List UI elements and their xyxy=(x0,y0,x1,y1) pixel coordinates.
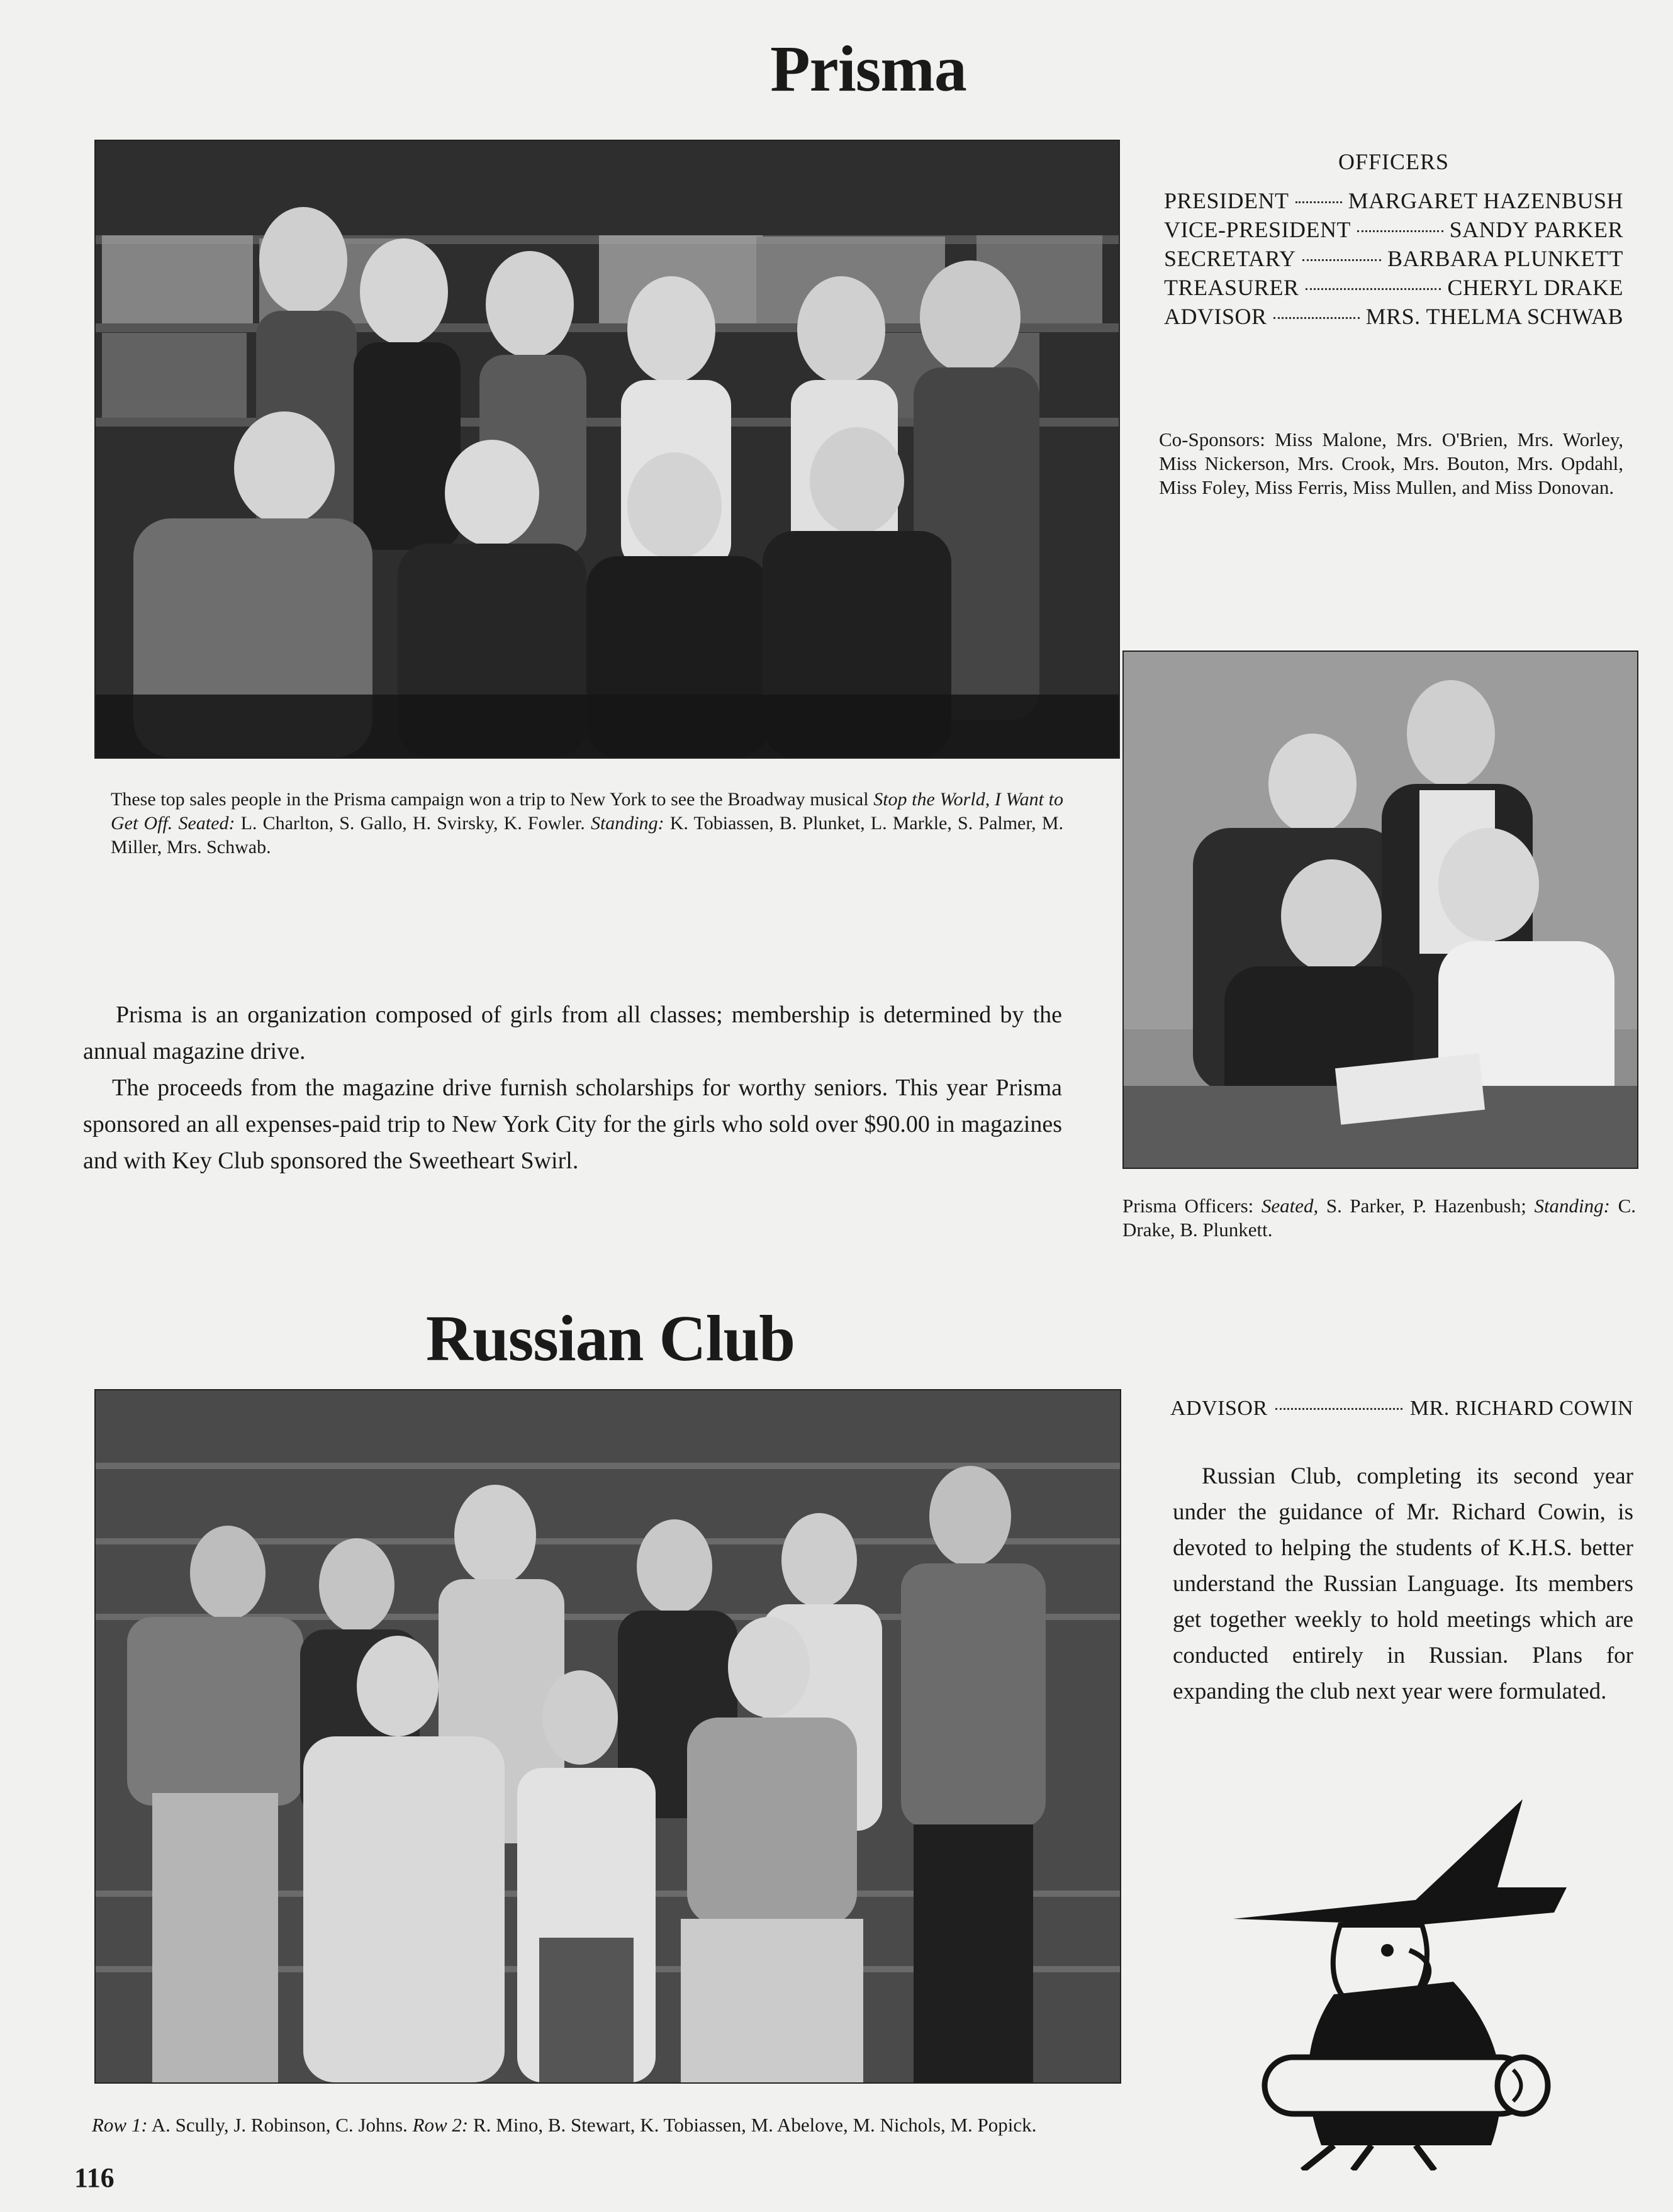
officer-role: TREASURER xyxy=(1164,275,1299,300)
leader-dots xyxy=(1275,1408,1402,1410)
advisor-name: MR. RICHARD COWIN xyxy=(1409,1397,1633,1420)
caption-text: These top sales people in the Prisma campaign won a trip to New York to see the Broadway musical xyxy=(111,789,874,810)
officer-role: PRESIDENT xyxy=(1164,188,1289,213)
page-number: 116 xyxy=(74,2162,115,2193)
show-title: Stop the World, I Want to Get Off. xyxy=(111,789,1063,834)
russian-club-title: Russian Club xyxy=(425,1302,795,1375)
leader-dots xyxy=(1357,230,1443,232)
advisor-role: ADVISOR xyxy=(1170,1397,1268,1420)
leader-dots xyxy=(1302,259,1381,261)
prisma-officers-photo xyxy=(1122,651,1638,1169)
prisma-title: Prisma xyxy=(770,33,966,105)
officers-heading: OFFICERS xyxy=(1338,149,1450,174)
wizard-mascot-drawing xyxy=(1227,1793,1579,2170)
seated-label: Seated: xyxy=(172,813,235,834)
standing-names: K. Tobiassen, B. Plunket, L. Markle, S. Palmer, M. Miller, Mrs. Schwab. xyxy=(111,813,1063,857)
seated-names: L. Charlton, S. Gallo, H. Svirsky, K. Fowler. xyxy=(235,813,591,834)
prisma-paragraph-1: Prisma is an organization composed of girls from all classes; membership is determined by the annual magazine drive. xyxy=(83,1002,1062,1064)
officer-name: MRS. THELMA SCHWAB xyxy=(1365,304,1623,329)
russian-club-photo xyxy=(94,1389,1121,2084)
prisma-group-photo xyxy=(94,140,1120,759)
standing-label: Standing: xyxy=(1534,1195,1610,1217)
standing-names: C. Drake, B. Plunkett. xyxy=(1122,1195,1636,1241)
row1-names: A. Scully, J. Robinson, C. Johns. xyxy=(147,2114,413,2136)
officer-row xyxy=(1164,273,1623,302)
caption-lead: Prisma Officers: xyxy=(1122,1195,1262,1217)
leader-dots xyxy=(1306,288,1441,290)
seated-names: S. Parker, P. Hazenbush; xyxy=(1318,1195,1535,1217)
russian-club-paragraph: Russian Club, completing its second year under the guidance of Mr. Richard Cowin, is devoted to helping the students of K.H.S. better understand the Russian Language. Its members get together weekly to hold meetings which are conducted entirely in Russian. Plans for expanding the club next year were formulated. xyxy=(1173,1463,1633,1704)
cosponsors-text: Co-Sponsors: Miss Malone, Mrs. O'Brien, Mrs. Worley, Miss Nickerson, Mrs. Crook, Mrs. Bouton, Mrs. Opdahl, Miss Foley, Miss Ferris, Miss Mullen, and Miss Donovan. xyxy=(1159,428,1623,498)
leader-dots xyxy=(1295,201,1342,203)
leader-dots xyxy=(1273,317,1360,319)
officer-name: MARGARET HAZENBUSH xyxy=(1348,188,1623,213)
prisma-paragraph-2: The proceeds from the magazine drive furnish scholarships for worthy seniors. This year Prisma sponsored an all expenses-paid trip to New York City for the girls who sold over $90.00 in magazines and with Key Club sponsored the Sweetheart Swirl. xyxy=(83,1075,1062,1174)
russian-club-caption xyxy=(92,2113,1099,2138)
officer-name: BARBARA PLUNKETT xyxy=(1387,246,1623,271)
russian-advisor-row xyxy=(1170,1397,1633,1421)
officers-list xyxy=(1164,186,1623,331)
officer-role: ADVISOR xyxy=(1164,304,1267,329)
officer-row xyxy=(1164,215,1623,244)
standing-label: Standing: xyxy=(590,813,664,834)
wizard-icon xyxy=(1227,1793,1579,2170)
officers-photo-caption xyxy=(1122,1194,1636,1242)
row1-label: Row 1: xyxy=(92,2114,148,2136)
club-photo-illustration xyxy=(96,1390,1120,2082)
group-photo-caption xyxy=(111,788,1063,859)
officer-row xyxy=(1164,302,1623,331)
row2-label: Row 2: xyxy=(412,2114,469,2136)
row2-names: R. Mino, B. Stewart, K. Tobiassen, M. Abelove, M. Nichols, M. Popick. xyxy=(468,2114,1037,2136)
officer-role: VICE-PRESIDENT xyxy=(1164,217,1351,242)
officers-photo-illustration xyxy=(1124,652,1637,1168)
seated-label: Seated, xyxy=(1261,1195,1319,1217)
officer-row xyxy=(1164,186,1623,215)
group-photo-illustration xyxy=(96,141,1119,757)
officer-role: SECRETARY xyxy=(1164,246,1296,271)
officer-name: SANDY PARKER xyxy=(1449,217,1623,242)
officer-row xyxy=(1164,244,1623,273)
officer-name: CHERYL DRAKE xyxy=(1447,275,1623,300)
